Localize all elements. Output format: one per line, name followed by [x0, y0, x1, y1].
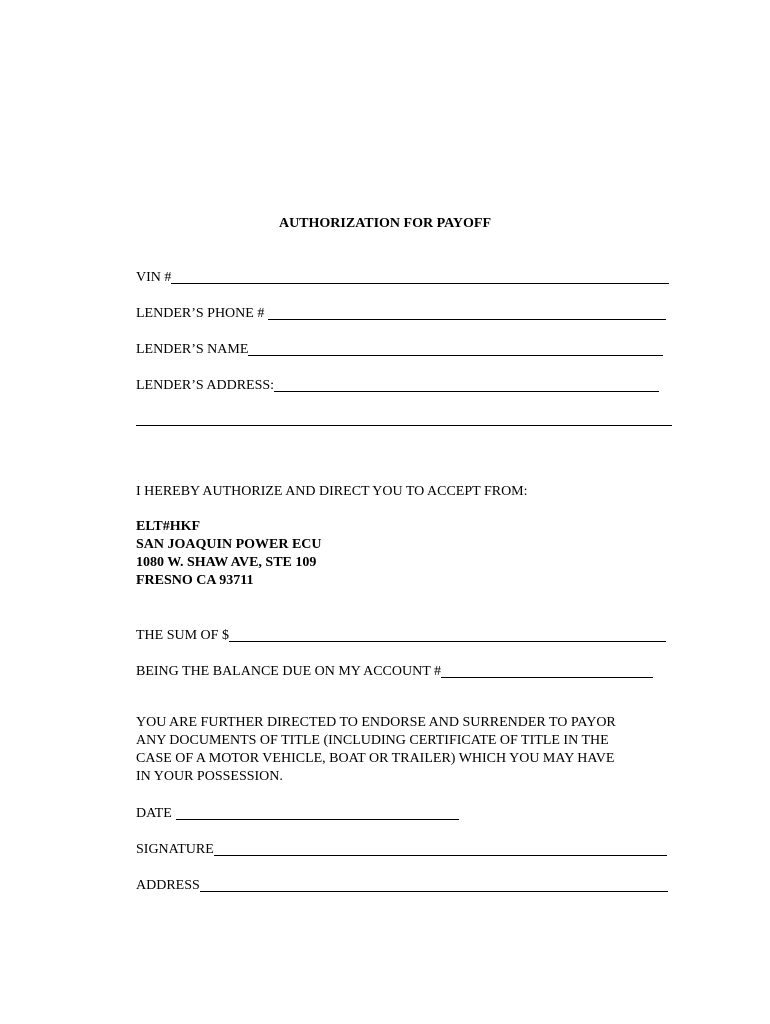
- lender-name-blank-line[interactable]: [248, 341, 663, 356]
- date-label: DATE: [136, 806, 172, 821]
- payor-line-4: FRESNO CA 93711: [136, 573, 254, 588]
- lender-name-field[interactable]: [136, 340, 663, 358]
- signature-blank-line[interactable]: [214, 841, 667, 856]
- payor-line-2: SAN JOAQUIN POWER ECU: [136, 537, 322, 552]
- address-blank-line[interactable]: [200, 877, 668, 892]
- payor-line-3: 1080 W. SHAW AVE, STE 109: [136, 555, 317, 570]
- sum-field[interactable]: [136, 626, 666, 644]
- document-title: AUTHORIZATION FOR PAYOFF: [278, 216, 492, 231]
- lender-address-blank-line[interactable]: [274, 377, 659, 392]
- lender-address-field[interactable]: [136, 376, 659, 394]
- vin-field[interactable]: [136, 268, 669, 286]
- balance-label: BEING THE BALANCE DUE ON MY ACCOUNT #: [136, 664, 442, 679]
- lender-phone-blank-line[interactable]: [268, 305, 666, 320]
- address-field[interactable]: [136, 876, 668, 894]
- date-field[interactable]: [136, 804, 459, 822]
- date-blank-line[interactable]: [176, 805, 459, 820]
- payor-line-1: ELT#HKF: [136, 519, 201, 534]
- lender-address-line2-blank[interactable]: [136, 411, 672, 426]
- signature-label: SIGNATURE: [136, 842, 214, 857]
- address-label: ADDRESS: [136, 878, 200, 893]
- signature-field[interactable]: [136, 840, 667, 858]
- lender-phone-field[interactable]: [136, 304, 666, 322]
- directive-line-2: ANY DOCUMENTS OF TITLE (INCLUDING CERTIFICATE OF TITLE IN THE: [136, 733, 609, 748]
- sum-label: THE SUM OF $: [136, 628, 229, 643]
- directive-line-3: CASE OF A MOTOR VEHICLE, BOAT OR TRAILER) WHICH YOU MAY HAVE: [136, 751, 615, 766]
- authorize-text: I HEREBY AUTHORIZE AND DIRECT YOU TO ACCEPT FROM:: [136, 484, 528, 499]
- vin-label: VIN #: [136, 270, 172, 285]
- directive-line-4: IN YOUR POSSESSION.: [136, 769, 283, 784]
- sum-blank-line[interactable]: [229, 627, 666, 642]
- vin-blank-line[interactable]: [171, 269, 669, 284]
- lender-name-label: LENDER’S NAME: [136, 342, 249, 357]
- lender-phone-label: LENDER’S PHONE #: [136, 306, 265, 321]
- lender-address-line2-field[interactable]: [136, 410, 672, 428]
- lender-address-label: LENDER’S ADDRESS:: [136, 378, 275, 393]
- directive-line-1: YOU ARE FURTHER DIRECTED TO ENDORSE AND SURRENDER TO PAYOR: [136, 715, 616, 730]
- account-number-blank-line[interactable]: [441, 663, 653, 678]
- balance-field[interactable]: [136, 662, 653, 680]
